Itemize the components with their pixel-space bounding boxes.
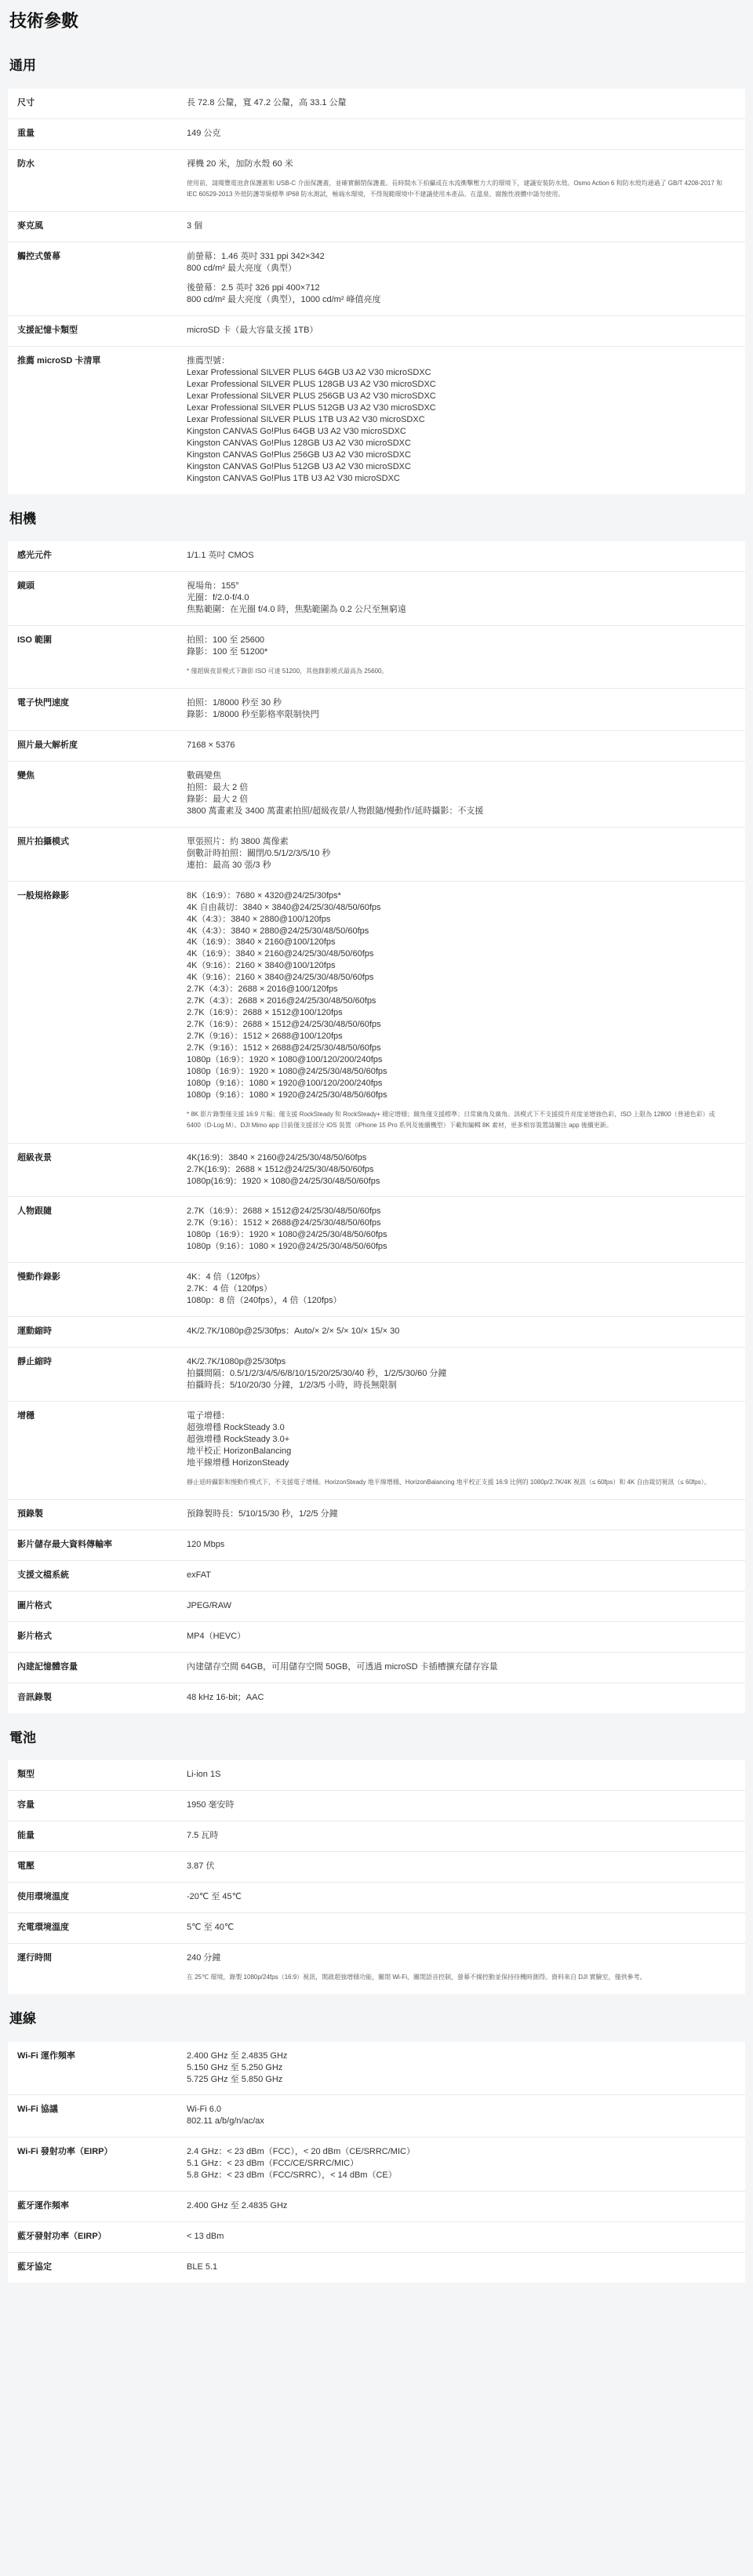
spec-value-line: 2.7K（9:16）：1512 × 2688@24/25/30/48/50/60fps [187, 1043, 381, 1053]
spec-value [187, 550, 745, 562]
spec-value [187, 1692, 745, 1704]
spec-label: 電子快門速度 [17, 698, 69, 708]
spec-label: 藍牙發射功率（EIRP） [17, 2232, 107, 2242]
spec-value-line: < 13 dBm [187, 2232, 224, 2242]
spec-value-line: 7168 × 5376 [187, 740, 235, 751]
spec-note: 使用前，請閱覽電池倉保護蓋和 USB-C 介面保護蓋，並確實關閉保護蓋。長時間水下拍攝或在水流衝擊壓力大的環境下，建議安裝防水殼。Osmo Action 6 和防水殼均通過了 GB/T 4208-2017 和 IEC 60529-2013 外殼防護等級標準 IP68 防水測試，極端水環境，不得規範環境中不建議使用本產品。在溫泉、腐蝕性液體中請勿使用。 [187, 179, 723, 198]
spec-value-line: 數碼變焦 [187, 770, 221, 780]
spec-value-line: BLE 5.1 [187, 2262, 218, 2272]
spec-value-line: 4K（4:3）：3840 × 2880@100/120fps [187, 914, 331, 924]
spec-note: 在 25℃ 環境，錄製 1080p/24fps（16:9）視訊，開啟超強增穩功能，關閉 Wi-Fi，關閉語音控制，螢幕不操控動並保持待機時測得。資料來自 DJI 實驗室，僅供參考。 [187, 1973, 646, 1981]
spec-value-line: -20℃ 至 45℃ [187, 1891, 242, 1901]
spec-row [8, 1791, 745, 1821]
spec-value-line: 240 分鐘 [187, 1952, 221, 1963]
spec-label: 充電環境溫度 [17, 1922, 69, 1932]
spec-row [8, 2192, 745, 2222]
spec-value-line: 超強增穩 RockSteady 3.0 [187, 1422, 285, 1432]
spec-row [8, 731, 745, 762]
spec-label: 尺寸 [17, 97, 35, 107]
spec-value-line: 連拍：最高 30 張/3 秒 [187, 860, 271, 870]
spec-value-line: 2.7K（9:16）：1512 × 2688@100/120fps [187, 1031, 343, 1042]
spec-value-line: MP4（HEVC） [187, 1631, 246, 1641]
spec-value-line: 拍照：1/8000 秒至 30 秒 [187, 698, 282, 708]
spec-value [187, 1631, 745, 1643]
spec-row [8, 1197, 745, 1263]
spec-label: 增穩 [17, 1410, 35, 1421]
spec-value [187, 1539, 745, 1551]
spec-value-line: 1080p（16:9）：1920 × 1080@100/120/200/240fps [187, 1055, 383, 1064]
spec-value [187, 1830, 745, 1842]
spec-value-line: 倒數計時拍照：關閉/0.5/1/2/3/5/10 秒 [187, 848, 331, 858]
spec-row [8, 1530, 745, 1561]
page-title: 技術參數 [9, 11, 79, 31]
spec-row [8, 1913, 745, 1944]
spec-row [8, 1653, 745, 1683]
spec-value-line: 預錄製時長：5/10/15/30 秒，1/2/5 分鐘 [187, 1509, 338, 1519]
spec-value [187, 1952, 745, 1985]
section-title: 電池 [9, 1730, 36, 1745]
spec-label: 影片儲存最大資料傳輸率 [17, 1540, 112, 1550]
spec-label: 鏡頭 [17, 580, 35, 591]
spec-label: 人物跟隨 [17, 1206, 52, 1217]
spec-value [187, 1600, 745, 1612]
spec-value [187, 1206, 745, 1253]
spec-value-line: 4K(16:9)：3840 × 2160@24/25/30/48/50/60fps [187, 1152, 367, 1162]
spec-label: 影片格式 [17, 1631, 52, 1641]
spec-value [187, 1769, 745, 1781]
spec-label: 重量 [17, 128, 35, 138]
spec-value-line: 裸機 20 米，加防水殼 60 米 [187, 158, 293, 169]
spec-table [8, 541, 745, 1713]
section-title: 通用 [9, 58, 36, 74]
spec-value-line: JPEG/RAW [187, 1600, 232, 1610]
spec-note: * 8K 影片錄製僅支援 16:9 片幅；僅支援 RockSteady 和 RockSteady+ 穩定增穩；鏡角僅支援標準；日常廣角及廣角。該模式下不支援提升亮度並增強色彩，ISO 上限為 12800（普通色彩）或 6400（D-Log M）。DJI Mimo app 目前僅支援部分 iOS 裝置（iPhone 15 Pro 系列及後續機型）下載和編輯 8K 素材，更多相容裝置請關注 app 後續更新。 [187, 1110, 715, 1130]
spec-label: 音訊錄製 [17, 1692, 52, 1702]
spec-value-line: 單張照片：約 3800 萬像素 [187, 836, 289, 846]
spec-value [187, 2050, 745, 2086]
spec-value-line: 1/1.1 英吋 CMOS [187, 551, 254, 561]
spec-label: 變焦 [17, 770, 35, 780]
spec-label: 麥克風 [17, 221, 43, 231]
spec-value [187, 158, 745, 202]
spec-row [8, 316, 745, 347]
spec-row [8, 242, 745, 316]
spec-label: 藍牙運作頻率 [17, 2201, 69, 2211]
spec-value-line: 錄影：100 至 51200* [187, 646, 268, 657]
spec-value [187, 1661, 745, 1673]
spec-row [8, 882, 745, 1144]
spec-row [8, 1317, 745, 1348]
spec-value-line: 拍照：最大 2 倍 [187, 782, 249, 792]
section-title: 相機 [9, 511, 36, 526]
spec-value [187, 1508, 745, 1520]
spec-value-line: 2.7K（9:16）：1512 × 2688@24/25/30/48/50/60fps [187, 1218, 381, 1228]
spec-row [8, 1144, 745, 1198]
spec-value [187, 1861, 745, 1872]
spec-label: 運行時間 [17, 1952, 52, 1963]
spec-value-line: Li-ion 1S [187, 1770, 221, 1780]
spec-value-line: 3.87 伏 [187, 1861, 215, 1872]
spec-value-line: 1080p（16:9）：1920 × 1080@24/25/30/48/50/60fps [187, 1066, 387, 1076]
spec-row [8, 828, 745, 882]
spec-value-line: 5℃ 至 40℃ [187, 1922, 235, 1932]
spec-value-line: 光圈：f/2.0-f/4.0 [187, 592, 249, 602]
spec-value-line: Kingston CANVAS Go!Plus 512GB U3 A2 V30 microSDXC [187, 461, 411, 471]
spec-value-line: 2.7K（16:9）：2688 × 1512@24/25/30/48/50/60fps [187, 1020, 381, 1030]
spec-value-line: Kingston CANVAS Go!Plus 1TB U3 A2 V30 microSDXC [187, 473, 400, 483]
spec-note: 靜止延時攝影和慢動作模式下，不支援電子增穩。HorizonSteady 地平線增穩、HorizonBalancing 地平校正支援 16:9 比例的 1080p/2.7K/4K 視訊（≤ 60fps）和 4K 自由裁切視訊（≤ 60fps）。 [187, 1478, 711, 1486]
spec-row [8, 347, 745, 493]
spec-value-line: 地平校正 HorizonBalancing [187, 1446, 292, 1456]
spec-value [187, 1356, 745, 1392]
spec-label: 容量 [17, 1800, 35, 1810]
spec-value-line: 4K（4:3）：3840 × 2880@24/25/30/48/50/60fps [187, 926, 369, 936]
spec-value-line: exFAT [187, 1570, 211, 1580]
section-title: 連線 [9, 2011, 36, 2027]
spec-value [187, 97, 745, 109]
spec-value-line: Lexar Professional SILVER PLUS 256GB U3 A2 V30 microSDXC [187, 391, 436, 401]
spec-value-line: 7.5 瓦時 [187, 1831, 219, 1841]
spec-value [187, 1272, 745, 1307]
spec-value-line: 1080p（16:9）：1920 × 1080@24/25/30/48/50/60fps [187, 1230, 387, 1240]
spec-label: 一般規格錄影 [17, 890, 69, 901]
spec-label: 超級夜景 [17, 1152, 52, 1162]
spec-value-line: 4K（9:16）：2160 × 3840@24/25/30/48/50/60fps [187, 973, 374, 983]
spec-value [187, 1799, 745, 1811]
spec-value-line: 內建儲存空間 64GB，可用儲存空間 50GB，可透過 microSD 卡插槽擴充儲存容量 [187, 1661, 498, 1672]
spec-row [8, 1348, 745, 1402]
spec-row [8, 1760, 745, 1791]
spec-value-line: 2.400 GHz 至 2.4835 GHz [187, 2201, 288, 2211]
spec-label: 照片拍攝模式 [17, 836, 69, 846]
spec-value [187, 836, 745, 871]
spec-value [187, 1570, 745, 1581]
spec-table [8, 2042, 745, 2283]
spec-value [187, 2200, 745, 2212]
spec-value [187, 2146, 745, 2181]
spec-value-line: 1080p（9:16）：1080 × 1920@24/25/30/48/50/60fps [187, 1090, 387, 1100]
spec-value [187, 128, 745, 140]
spec-value-line: 5.8 GHz：< 23 dBm（FCC/SRRC），< 14 dBm（CE） [187, 2170, 397, 2181]
spec-row [8, 2138, 745, 2192]
spec-value-line: 視場角：155° [187, 580, 239, 591]
spec-row [8, 1561, 745, 1592]
spec-row [8, 762, 745, 828]
spec-value-line: 120 Mbps [187, 1540, 225, 1550]
spec-label: 照片最大解析度 [17, 740, 78, 751]
spec-value-line: 1080p(16:9)：1920 × 1080@24/25/30/48/50/60fps [187, 1176, 380, 1186]
spec-value-line: 800 cd/m² 最大亮度（典型） [187, 264, 296, 274]
spec-label: 防水 [17, 158, 35, 169]
spec-value [187, 1922, 745, 1934]
spec-label: Wi-Fi 運作頻率 [17, 2050, 75, 2061]
spec-section [8, 58, 745, 493]
spec-value-line: 5.725 GHz 至 5.850 GHz [187, 2074, 283, 2084]
spec-row [8, 541, 745, 572]
spec-label: Wi-Fi 發射功率（EIRP） [17, 2147, 113, 2157]
spec-row [8, 212, 745, 242]
spec-value-line: 5.150 GHz 至 5.250 GHz [187, 2062, 283, 2072]
spec-value-line: Lexar Professional SILVER PLUS 64GB U3 A2 V30 microSDXC [187, 368, 431, 378]
spec-row [8, 1944, 745, 1994]
spec-label: 內建記憶體容量 [17, 1661, 78, 1672]
spec-value [187, 325, 745, 337]
spec-value-line: 2.7K(16:9)：2688 × 1512@24/25/30/48/50/60fps [187, 1164, 374, 1174]
spec-value-line: 1950 毫安時 [187, 1800, 235, 1810]
spec-value-line: 拍攝間隔：0.5/1/2/3/4/5/6/8/10/15/20/25/30/40 秒，1/2/5/30/60 分鐘 [187, 1369, 447, 1379]
spec-value-line: 錄影：最大 2 倍 [187, 794, 249, 804]
spec-label: 能量 [17, 1831, 35, 1841]
spec-value-line: Lexar Professional SILVER PLUS 512GB U3 A2 V30 microSDXC [187, 402, 436, 413]
spec-row [8, 89, 745, 119]
spec-value-line: 2.4 GHz：< 23 dBm（FCC），< 20 dBm（CE/SRRC/MIC） [187, 2147, 415, 2157]
spec-row [8, 1883, 745, 1913]
spec-row [8, 1852, 745, 1883]
spec-value-line: 地平線增穩 HorizonSteady [187, 1457, 289, 1468]
spec-value [187, 1891, 745, 1903]
spec-label: 藍牙協定 [17, 2262, 52, 2272]
spec-label: 運動縮時 [17, 1326, 52, 1337]
spec-value-line: 3 個 [187, 221, 203, 231]
spec-value-line: 1080p（9:16）：1080 × 1920@100/120/200/240fps [187, 1078, 383, 1088]
spec-value-line: Kingston CANVAS Go!Plus 128GB U3 A2 V30 microSDXC [187, 438, 411, 448]
spec-value-line: 2.7K（4:3）：2688 × 2016@24/25/30/48/50/60fps [187, 996, 376, 1006]
spec-sections [8, 58, 745, 2283]
spec-value-line [187, 275, 729, 282]
spec-table [8, 89, 745, 494]
spec-value-line: 3800 萬畫素及 3400 萬畫素拍照/超級夜景/人物跟隨/慢動作/延時攝影：不支援 [187, 806, 484, 816]
spec-label: 圖片格式 [17, 1600, 52, 1610]
spec-value-line: 拍攝時長：5/10/20/30 分鐘，1/2/3/5 小時，時長無限制 [187, 1380, 397, 1390]
spec-row [8, 2253, 745, 2283]
spec-value-line: 錄影：1/8000 秒至影格率限制快門 [187, 710, 319, 720]
spec-value [187, 220, 745, 232]
spec-row [8, 1622, 745, 1653]
spec-table [8, 1760, 745, 1994]
spec-value [187, 355, 745, 484]
spec-row [8, 1500, 745, 1530]
spec-value-line: 2.7K：4 倍（120fps） [187, 1284, 272, 1294]
spec-value-line: 拍照：100 至 25600 [187, 635, 265, 645]
spec-note: * 僅超級夜景模式下錄影 ISO 可達 51200，其他錄影模式最高為 25600。 [187, 667, 388, 675]
spec-label: 預錄製 [17, 1509, 43, 1519]
spec-row [8, 626, 745, 689]
spec-value-line: 4K/2.7K/1080p@25/30fps：Auto/× 2/× 5/× 10/× 15/× 30 [187, 1326, 400, 1337]
spec-section [8, 511, 745, 1713]
spec-row [8, 1821, 745, 1852]
spec-row [8, 2095, 745, 2138]
spec-row [8, 119, 745, 150]
spec-value-line: Lexar Professional SILVER PLUS 1TB U3 A2 V30 microSDXC [187, 414, 425, 424]
spec-label: 推薦 microSD 卡清單 [17, 356, 101, 366]
spec-section [8, 2011, 745, 2283]
spec-value-line: 4K：4 倍（120fps） [187, 1272, 265, 1283]
spec-value [187, 2104, 745, 2127]
spec-value-line: 149 公克 [187, 128, 221, 138]
spec-value-line: 4K 自由裁切：3840 × 3840@24/25/30/48/50/60fps [187, 902, 381, 912]
spec-row [8, 1263, 745, 1317]
spec-value-line: 後螢幕：2.5 英吋 326 ppi 400×712 [187, 283, 320, 293]
spec-value-line: microSD 卡（最大容量支援 1TB） [187, 326, 318, 336]
spec-value [187, 1410, 745, 1490]
spec-value [187, 1326, 745, 1337]
spec-row [8, 1402, 745, 1500]
spec-row [8, 572, 745, 626]
spec-row [8, 2222, 745, 2253]
spec-row [8, 150, 745, 213]
spec-value-line: 長 72.8 公釐，寬 47.2 公釐，高 33.1 公釐 [187, 97, 347, 107]
spec-value [187, 770, 745, 817]
spec-label: Wi-Fi 協議 [17, 2105, 58, 2115]
spec-label: 電壓 [17, 1861, 35, 1872]
spec-row [8, 689, 745, 731]
spec-value-line: Wi-Fi 6.0 [187, 2105, 221, 2115]
spec-value [187, 635, 745, 679]
spec-label: 使用環境溫度 [17, 1891, 69, 1901]
spec-label: 支援記憶卡類型 [17, 326, 78, 336]
spec-value-line: 5.1 GHz：< 23 dBm（FCC/CE/SRRC/MIC） [187, 2159, 359, 2169]
spec-label: 慢動作錄影 [17, 1272, 60, 1283]
spec-value-line: 8K（16:9）：7680 × 4320@24/25/30fps* [187, 890, 341, 901]
spec-value-line: 推薦型號： [187, 356, 230, 366]
spec-value [187, 2231, 745, 2243]
spec-section [8, 1730, 745, 1994]
spec-value-line: 焦點範圍：在光圈 f/4.0 時，焦點範圍為 0.2 公尺至無窮遠 [187, 604, 406, 614]
spec-value-line: 2.400 GHz 至 2.4835 GHz [187, 2050, 288, 2061]
spec-value-line: Kingston CANVAS Go!Plus 256GB U3 A2 V30 microSDXC [187, 449, 411, 460]
spec-value-line: 電子增穩： [187, 1410, 230, 1421]
spec-value [187, 580, 745, 616]
spec-value-line: 前螢幕：1.46 英吋 331 ppi 342×342 [187, 252, 325, 262]
spec-value-line: 2.7K（16:9）：2688 × 1512@100/120fps [187, 1008, 343, 1018]
spec-value-line: Lexar Professional SILVER PLUS 128GB U3 A2 V30 microSDXC [187, 380, 436, 390]
spec-label: ISO 範圍 [17, 635, 53, 645]
spec-value-line: 48 kHz 16-bit；AAC [187, 1692, 264, 1702]
spec-value-line: 2.7K（16:9）：2688 × 1512@24/25/30/48/50/60fps [187, 1206, 381, 1217]
spec-value [187, 251, 745, 306]
spec-value [187, 740, 745, 751]
spec-label: 類型 [17, 1770, 35, 1780]
spec-value-line: Kingston CANVAS Go!Plus 64GB U3 A2 V30 microSDXC [187, 426, 406, 436]
spec-label: 觸控式螢幕 [17, 252, 60, 262]
spec-label: 支援文檔系統 [17, 1570, 69, 1580]
spec-value-line: 4K（16:9）：3840 × 2160@24/25/30/48/50/60fps [187, 949, 374, 959]
spec-value-line: 802.11 a/b/g/n/ac/ax [187, 2116, 264, 2127]
spec-value-line: 1080p（9:16）：1080 × 1920@24/25/30/48/50/60fps [187, 1242, 387, 1252]
spec-value-line: 4K（16:9）：3840 × 2160@100/120fps [187, 937, 336, 948]
spec-label: 靜止縮時 [17, 1357, 52, 1367]
spec-value-line: 1080p：8 倍（240fps），4 倍（120fps） [187, 1296, 342, 1306]
spec-row [8, 2042, 745, 2096]
spec-value [187, 2261, 745, 2273]
spec-value [187, 1152, 745, 1188]
spec-row [8, 1683, 745, 1713]
spec-label: 感光元件 [17, 551, 52, 561]
spec-value [187, 890, 745, 1133]
spec-row [8, 1592, 745, 1622]
spec-value-line: 4K/2.7K/1080p@25/30fps [187, 1357, 286, 1367]
spec-value-line: 超強增穩 RockSteady 3.0+ [187, 1434, 290, 1444]
spec-value [187, 697, 745, 721]
spec-value-line: 800 cd/m² 最大亮度（典型），1000 cd/m² 峰值亮度 [187, 295, 381, 305]
spec-value-line: 4K（9:16）：2160 × 3840@100/120fps [187, 961, 336, 971]
spec-value-line: 2.7K（4:3）：2688 × 2016@100/120fps [187, 984, 338, 995]
